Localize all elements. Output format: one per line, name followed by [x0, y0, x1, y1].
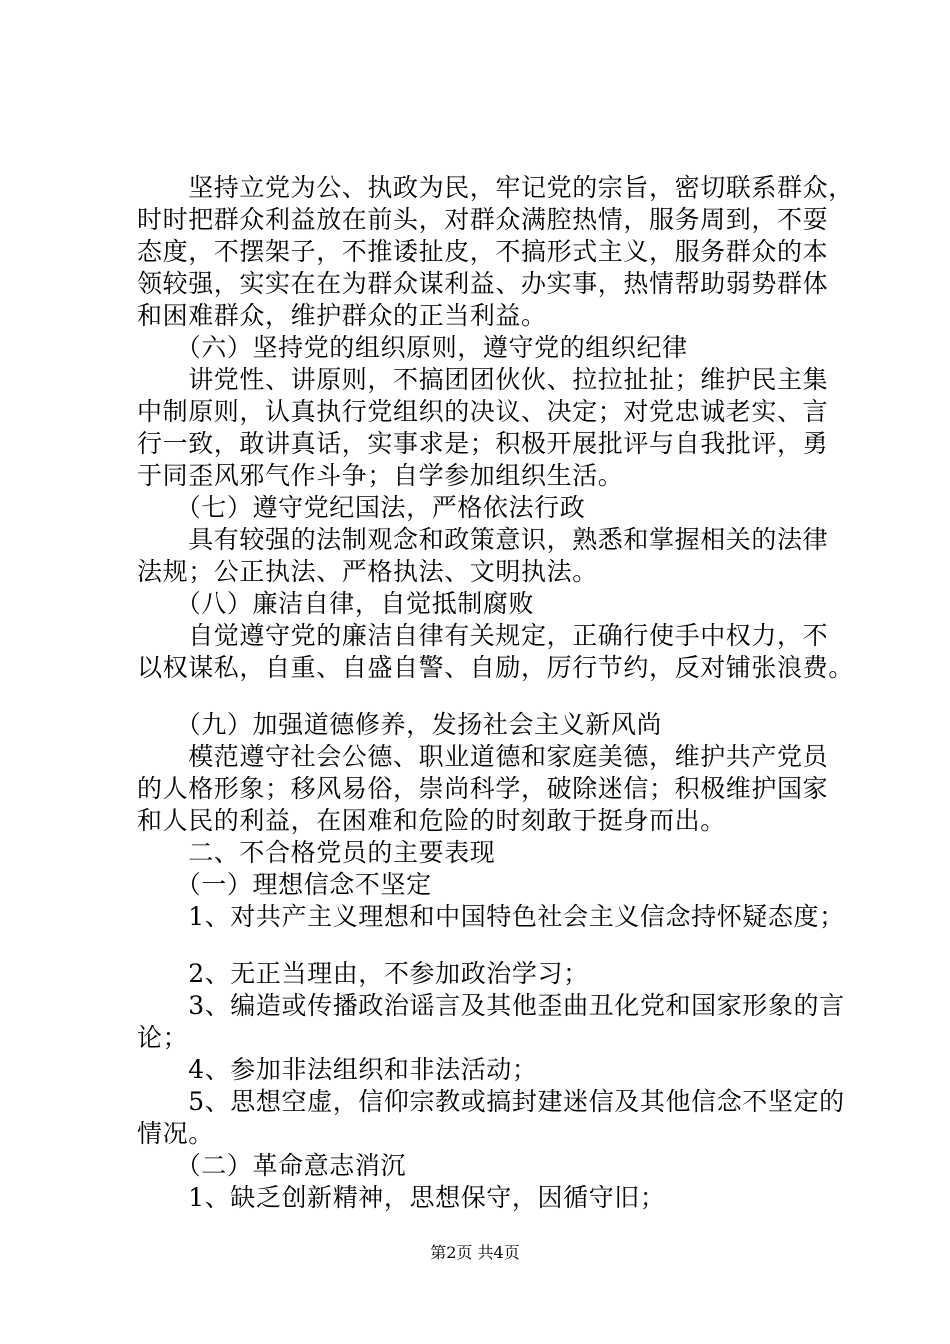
text-line: 自觉遵守党的廉洁自律有关规定，正确行使手中权力，不: [137, 621, 829, 650]
section-heading: （九）加强道德修养，发扬社会主义新风尚: [137, 710, 663, 739]
text-line: 论；: [137, 1023, 189, 1052]
text-line: 讲党性、讲原则，不搞团团伙伙、拉拉扯扯；维护民主集: [137, 365, 829, 394]
text-line: 行一致，敢讲真话，实事求是；积极开展批评与自我批评，勇: [137, 429, 829, 458]
text-line: 以权谋私，自重、自盛自警、自励，厉行节约，反对铺张浪费。: [137, 653, 854, 682]
text-line: 和人民的利益，在困难和危险的时刻敢于挺身而出。: [137, 806, 726, 835]
text-line: 法规；公正执法、严格执法、文明执法。: [137, 557, 598, 586]
text-line: 于同歪风邪气作斗争；自学参加组织生活。: [137, 461, 624, 490]
list-item: 5、思想空虚，信仰宗教或搞封建迷信及其他信念不坚定的: [137, 1087, 845, 1116]
list-item: 3、编造或传播政治谣言及其他歪曲丑化党和国家形象的言: [137, 991, 845, 1020]
text-line: 模范遵守社会公德、职业道德和家庭美德，维护共产党员: [137, 742, 829, 771]
list-item: 1、对共产主义理想和中国特色社会主义信念持怀疑态度；: [137, 902, 845, 931]
text-line: 态度，不摆架子，不推诿扯皮，不搞形式主义，服务群众的本: [137, 237, 829, 266]
text-line: 时时把群众利益放在前头，对群众满腔热情，服务周到，不耍: [137, 205, 829, 234]
list-item: 4、参加非法组织和非法活动；: [137, 1055, 538, 1084]
section-heading: （一）理想信念不坚定: [137, 870, 432, 899]
text-line: 情况。: [137, 1119, 214, 1148]
list-item: 1、缺乏创新精神，思想保守，因循守旧；: [137, 1183, 666, 1212]
list-item: 2、无正当理由，不参加政治学习；: [137, 959, 589, 988]
text-line: 坚持立党为公、执政为民，牢记党的宗旨，密切联系群众，: [137, 173, 854, 202]
section-heading: 二、不合格党员的主要表现: [137, 838, 496, 867]
page-number-footer: 第2页 共4页: [430, 1243, 520, 1262]
section-heading: （六）坚持党的组织原则，遵守党的组织纪律: [137, 333, 688, 362]
text-line: 和困难群众，维护群众的正当利益。: [137, 301, 547, 330]
text-line: 的人格形象；移风易俗，崇尚科学，破除迷信；积极维护国家: [137, 774, 829, 803]
section-heading: （七）遵守党纪国法，严格依法行政: [137, 493, 586, 522]
text-line: 中制原则，认真执行党组织的决议、决定；对党忠诚老实、言: [137, 397, 829, 426]
section-heading: （二）革命意志消沉: [137, 1151, 407, 1180]
text-line: 领较强，实实在在为群众谋利益、办实事，热情帮助弱势群体: [137, 269, 829, 298]
text-line: 具有较强的法制观念和政策意识，熟悉和掌握相关的法律: [137, 525, 829, 554]
section-heading: （八）廉洁自律，自觉抵制腐败: [137, 589, 535, 618]
